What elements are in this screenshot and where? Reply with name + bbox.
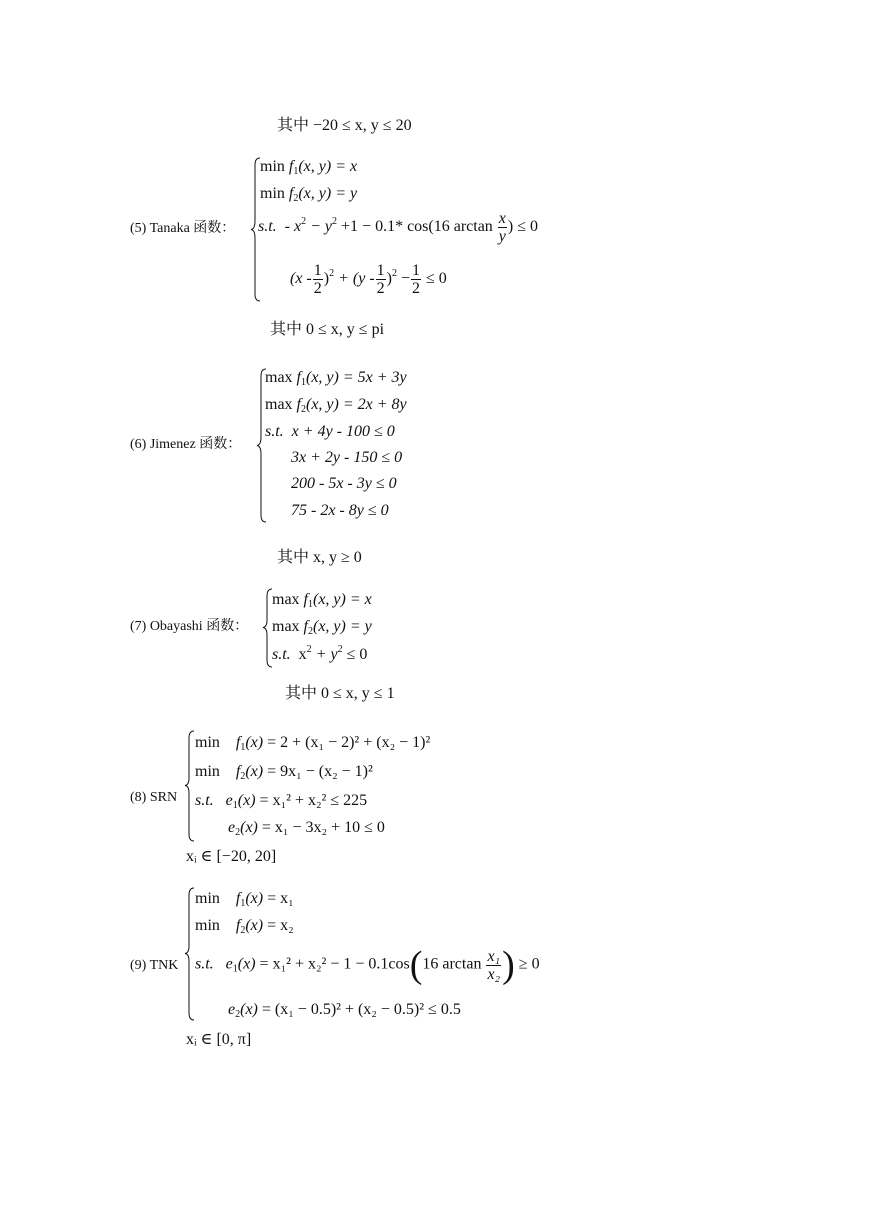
jimenez-eq-6: 75 - 2x - 8y ≤ 0 [291,502,389,519]
srn-eq-1: min $f_1(x) = 2 + (x_1 - 2)^2 + (x_2 - 1)^2$ [195,734,431,753]
tanaka-eq-2: $\min f_2(x$, y) = y [260,185,358,204]
obayashi-eq-2: $\max f_2(x$, y) = y [272,618,372,637]
tanaka-label: (5) Tanaka 函数： [130,221,236,236]
obayashi-eq-3: s.t. $x^2 + y^2 \le 0$ [272,644,368,663]
jimenez-eq-5: 200 - 5x - 3y ≤ 0 [291,475,397,492]
srn-eq-2: min $f_2(x) = 9x_1 - (x_2 - 1)^2$ [195,763,373,782]
obayashi-label: (7) Obayashi 函数： [130,619,249,634]
jimenez-eq-1: $\max f_1(x$, y) = 5x + 3y [265,369,407,388]
tnk-right-paren: ) [502,944,515,986]
tanaka-eq-4: (x - $\frac{1}{2}$ )$^2$ + (y - $\frac{1}{2}$ )$^2$ − $\frac{1}{2}$ ≤ 0 [290,262,447,297]
srn-label: (8) SRN [130,790,178,805]
jimenez-eq-2: $\max f_2(x$, y) = 2x + 8y [265,396,407,415]
tnk-label: (9) TNK [130,958,179,973]
tnk-eq-2: min $f_2(x) = x_2$ [195,917,294,936]
obayashi-condition: 其中 0 ≤ x, y ≤ 1 [285,685,395,702]
tnk-eq-1: min $f_1(x) = x_1$ [195,890,294,909]
srn-eq-3: s.t. $e_1(x) = x_1^2 + x_2^2 \le 225$ [195,792,368,811]
tnk-eq-4: $e_2(x) = (x_1 - 0.5)^2 + (x_2 - 0.5)^2 \le 0.5$ [228,1001,461,1020]
tnk-eq-3: s.t. $e_1(x) = x_1^2 + x_2^2 - 1 - 0.1\cos(16$ arctan $\frac{\text{x₁}}{\text{x₂}}$ ) ≥ 0 [195,944,540,986]
srn-condition: xᵢ ∈ [−20, 20] [186,848,277,865]
jimenez-label: (6) Jimenez 函数： [130,437,242,452]
tanaka-eq-1: $\min f_1(x$, y) = x [260,158,358,177]
jimenez-condition: 其中 x, y ≥ 0 [277,549,362,566]
srn-eq-4: $e_2(x) = x_1 - 3x_2 + 10 \le 0$ [228,819,385,838]
top-condition: 其中 −20 ≤ x, y ≤ 20 [277,117,412,134]
tanaka-condition: 其中 0 ≤ x, y ≤ pi [270,321,385,338]
tanaka-eq-3: s.t. - $x^2 - y^2 +1 - 0.1*$ cos(16 arctan $\frac{x}{y}$ ) ≤ 0 [258,210,539,245]
tnk-left-paren: ( [409,944,423,986]
jimenez-eq-3: s.t. x + 4y - 100 ≤ 0 [265,423,395,440]
obayashi-eq-1: $\max f_1(x$, y) = x [272,591,372,610]
jimenez-eq-4: 3x + 2y - 150 ≤ 0 [291,449,403,466]
jimenez-brace [256,368,268,523]
tnk-condition: xᵢ ∈ [0, π] [186,1031,252,1048]
